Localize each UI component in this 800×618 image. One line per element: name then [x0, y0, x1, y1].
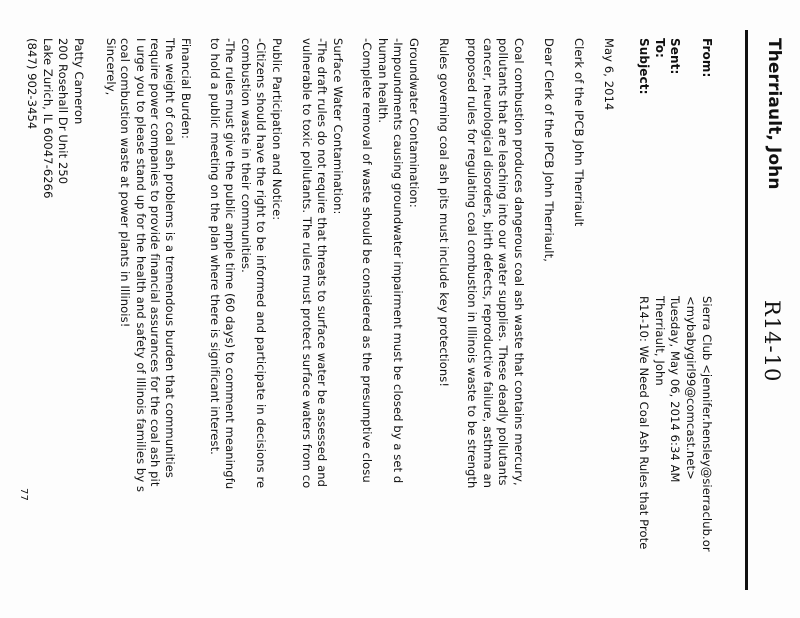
subject-label: Subject:: [637, 38, 651, 95]
signature-line: Patty Cameron: [72, 38, 86, 125]
signature-line: 200 Rosehall Dr Unit 250: [56, 38, 71, 185]
signature-line: (847) 902-3454: [25, 38, 40, 130]
groundwater-line: -Complete removal of waste should be considered as the presumptive closu: [360, 38, 375, 483]
from-label: From:: [700, 38, 714, 78]
page-number: 77: [18, 488, 29, 501]
surface-water-line: -The draft rules do not require that threats to surface water be assessed and: [315, 38, 330, 488]
rules-line: Rules governing coal ash pits must include key protections!: [437, 38, 451, 388]
surface-water-line: Surface Water Contamination:: [331, 38, 345, 215]
subject-value: R14-10: We Need Coal Ash Rules that Prote: [637, 296, 651, 550]
sent-value: Tuesday, May 06, 2014 6:34 AM: [668, 296, 682, 483]
surface-water-line: vulnerable to toxic pollutants. The rules must protect surface waters from co: [300, 38, 314, 489]
intro-line: pollutants that are leaching into our water supplies. These deadly pollutants: [496, 38, 511, 486]
participation-line: combustion waste in their communities.: [239, 38, 253, 273]
recipient-line: Clerk of the IPCB John Therriault: [572, 38, 586, 227]
intro-line: cancer, neurological disorders, birth defects, reproductive failure, asthma an: [481, 38, 495, 488]
participation-line: Public Participation and Notice:: [270, 38, 284, 221]
groundwater-line: Groundwater Contamination:: [407, 38, 421, 208]
header-rule: [745, 30, 748, 590]
groundwater-line: -Impoundments causing groundwater impairment must be closed by a set d: [391, 38, 406, 484]
signature-line: Lake Zurich, IL 60047-6266: [41, 38, 55, 199]
from-email-value: <mybabygirl99@comcast.net>: [684, 296, 698, 480]
intro-line: proposed rules for regulating coal combustion in Illinois waste to be strength: [465, 38, 480, 489]
closing-line: coal combustion waste at power plants in Illinois!: [118, 38, 133, 328]
closing-line: I urge you to please stand up for the health and safety of Illinois families by s: [134, 38, 148, 493]
letter-date: May 6, 2014: [602, 38, 616, 111]
signoff-line: Sincerely,: [104, 38, 118, 96]
financial-line: The weight of coal ash problems is a tremendous burden that communities: [163, 38, 178, 478]
to-value: Therriault, John: [653, 296, 667, 386]
salutation-line: Dear Clerk of the IPCB John Therriault,: [542, 38, 556, 262]
sent-label: Sent:: [668, 38, 682, 75]
participation-line: to hold a public meeting on the plan where there is significant interest.: [208, 38, 222, 455]
financial-line: require power companies to provide financial assurances for the coal ash pit: [148, 38, 162, 487]
record-number: R14-10: [760, 300, 784, 383]
from-value: Sierra Club <jennifer.hensley@sierraclub.or: [700, 296, 714, 552]
groundwater-line: human health.: [376, 38, 390, 124]
financial-line: Financial Burden:: [179, 38, 193, 139]
to-label: To:: [653, 38, 667, 58]
header-name: Therriault, John: [764, 38, 784, 190]
participation-line: -Citizens should have the right to be informed and participate in decisions re: [254, 38, 269, 489]
intro-line: Coal combustion produces dangerous coal ash waste that contains mercury,: [512, 38, 526, 486]
participation-line: -The rules must give the public ample time (60 days) to comment meaningfu: [223, 38, 238, 490]
